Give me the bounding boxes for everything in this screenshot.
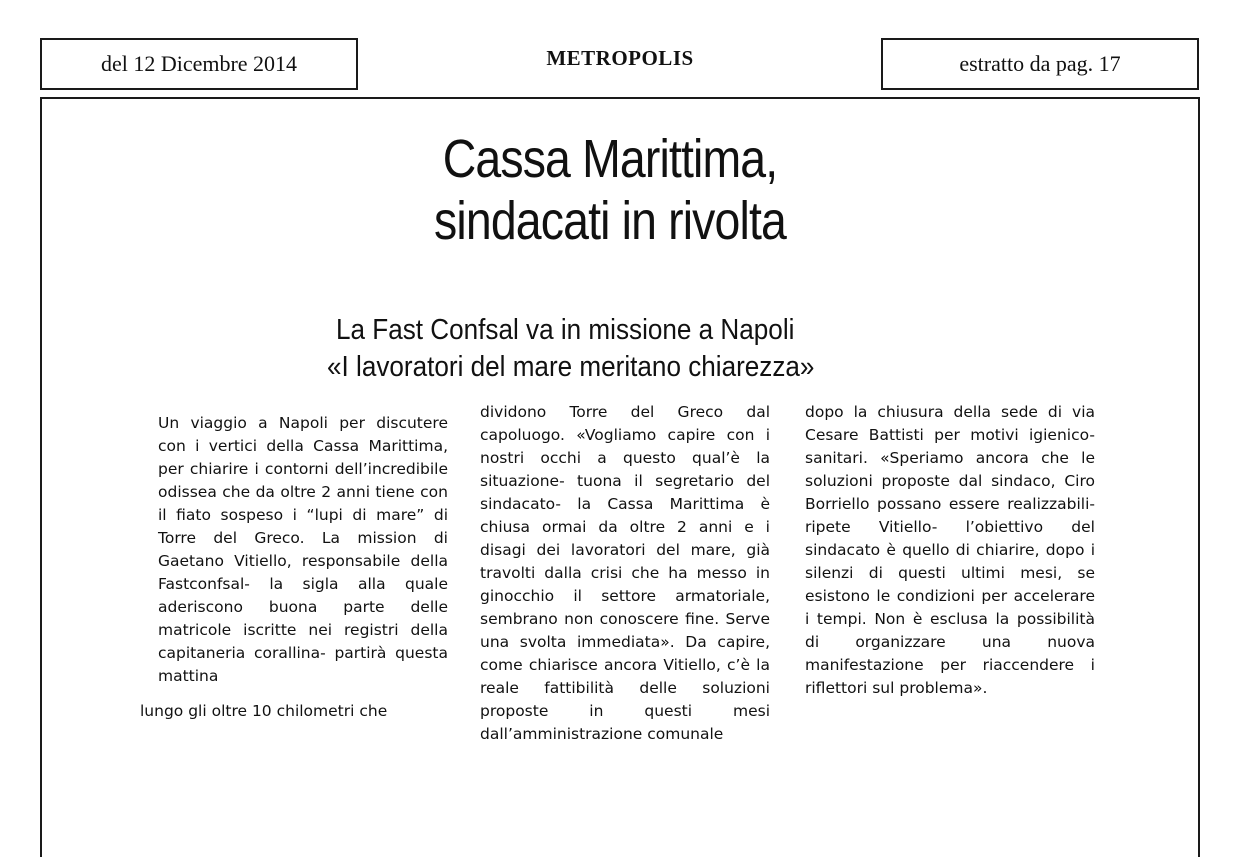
publication-date: del 12 Dicembre 2014 xyxy=(100,51,298,76)
article-headline xyxy=(335,128,885,252)
subheadline-line-2: «I lavoratori del mare meritano chiarezza» xyxy=(327,351,815,383)
article-column-3 xyxy=(805,401,1095,700)
column-3-text: dopo la chiusura della sede di via Cesare Battisti per motivi igienico-sanitari. «Speriamo ancora che le soluzioni proposte dal sindaco, Ciro Borriello possano essere realizzabili- ripete Vitiello- l’obiettivo del sindacato è quello di chiarire, dopo i silenzi di questi ultimi mesi, se esistono le condizioni per accelerare i tempi. Non è esclusa la possibilità di organizzare una nuova manifestazione per riaccendere i riflettori sul problema». xyxy=(805,403,1095,697)
article-subheadline xyxy=(300,312,867,386)
column-1-tail-text: lungo gli oltre 10 chilometri che xyxy=(140,702,388,720)
masthead-title: METROPOLIS xyxy=(546,46,694,70)
headline-line-2: sindacati in rivolta xyxy=(434,191,786,251)
article-column-2 xyxy=(480,401,770,746)
page-reference: estratto da pag. 17 xyxy=(959,51,1121,76)
headline-line-1: Cassa Marittima, xyxy=(442,129,778,189)
date-box xyxy=(40,38,358,90)
column-1-text: Un viaggio a Napoli per discutere con i vertici della Cassa Marittima, per chiarire i contorni dell’incredibile odissea che da oltre 2 anni tiene con il fiato sospeso i “lupi di mare” di Torre del Greco. La mission di Gaetano Vitiello, responsabile della Fastconfsal- la sigla alla quale aderiscono buona parte delle matricole iscritte nei registri della capitaneria corallina- partirà questa mattina xyxy=(158,414,448,685)
column-2-text: dividono Torre del Greco dal capoluogo. «Vogliamo capire con i nostri occhi a questo qual’è la situazione- tuona il segretario del sindacato- la Cassa Marittima è chiusa ormai da oltre 2 anni e i disagi dei lavoratori del mare, già travolti dalla crisi che ha messo in ginocchio il settore armatoriale, sembrano non conoscere fine. Serve una svolta immediata». Da capire, come chiarisce ancora Vitiello, c’è la reale fattibilità delle soluzioni proposte in questi mesi dall’amministrazione comunale xyxy=(480,403,770,743)
article-column-1-tail xyxy=(140,700,440,723)
page-ref-box xyxy=(881,38,1199,90)
subheadline-line-1: La Fast Confsal va in missione a Napoli xyxy=(336,314,795,346)
article-column-1 xyxy=(158,412,448,688)
